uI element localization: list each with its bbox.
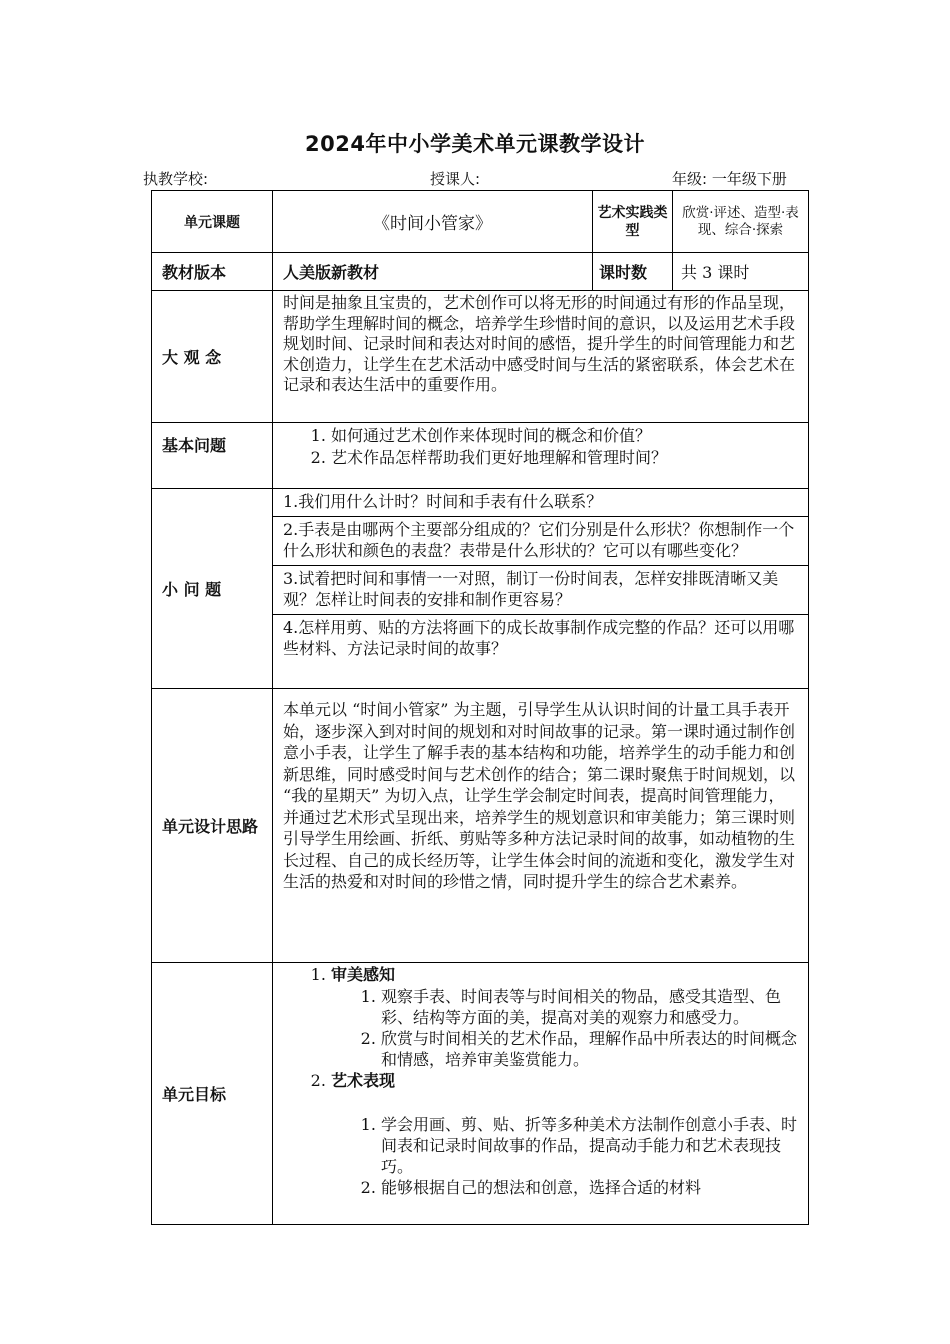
basic-question-item: 2. 艺术作品怎样帮助我们更好地理解和管理时间？	[331, 447, 808, 469]
goals-label: 单元目标	[152, 963, 273, 1225]
goal-item: 2. 欣赏与时间相关的艺术作品，理解作品中所表达的时间概念和情感，培养审美鉴赏能力。	[381, 1028, 808, 1070]
small-question-item: 4.怎样用剪、贴的方法将画下的成长故事制作成完整的作品？还可以用哪些材料、方法记录时间的故事？	[283, 618, 795, 658]
grade-label: 年级: 一年级下册	[672, 170, 787, 188]
unit-topic-label: 单元课题	[152, 191, 273, 253]
basic-questions-list	[273, 425, 808, 469]
big-idea-text: 时间是抽象且宝贵的，艺术创作可以将无形的时间通过有形的作品呈现，帮助学生理解时间的概念，培养学生珍惜时间的意识，以及运用艺术手段规划时间、记录时间和表达对时间的感悟，提升学生的时间管理能力和艺术创造力，让学生在艺术活动中感受时间与生活的紧密联系，体会艺术在记录和表达生活中的重要作用。	[273, 291, 809, 423]
textbook-label: 教材版本	[152, 253, 273, 291]
textbook-row	[152, 253, 809, 291]
basic-questions-row	[152, 423, 809, 489]
goal-section-title: 审美感知	[331, 965, 396, 984]
practice-type-label: 艺术实践类型	[593, 191, 673, 253]
goal-sublist	[331, 986, 808, 1070]
big-idea-label: 大 观 念	[152, 291, 273, 423]
practice-type-value: 欣赏·评述、造型·表现、综合·探索	[673, 191, 809, 253]
goal-section	[331, 1070, 808, 1198]
design-table	[151, 190, 809, 1225]
goals-cell	[273, 963, 809, 1225]
small-questions-label: 小 问 题	[152, 489, 273, 689]
hours-value: 共 3 课时	[673, 253, 809, 291]
hours-label: 课时数	[593, 253, 673, 291]
small-questions-row	[152, 489, 809, 689]
textbook-value: 人美版新教材	[273, 253, 593, 291]
goals-list	[273, 964, 808, 1198]
school-label: 执教学校:	[143, 170, 209, 188]
unit-topic-row	[152, 191, 809, 253]
basic-questions-cell	[273, 423, 809, 489]
basic-question-item: 1. 如何通过艺术创作来体现时间的概念和价值？	[331, 425, 808, 447]
basic-questions-label: 基本问题	[152, 423, 273, 489]
goal-section-title: 艺术表现	[331, 1071, 396, 1090]
small-questions-cell	[273, 489, 809, 689]
small-question-item: 1.我们用什么计时？时间和手表有什么联系？	[273, 489, 808, 517]
big-idea-row	[152, 291, 809, 423]
goal-item: 1. 观察手表、时间表等与时间相关的物品，感受其造型、色彩、结构等方面的美，提高对美的观察力和感受力。	[381, 986, 808, 1028]
goal-sublist	[331, 1114, 808, 1198]
goal-item: 1. 学会用画、剪、贴、折等多种美术方法制作创意小手表、时间表和记录时间故事的作品，提高动手能力和艺术表现技巧。	[381, 1114, 808, 1177]
page-title: 2024年中小学美术单元课教学设计	[305, 132, 645, 156]
small-question-item: 3.试着把时间和事情一一对照，制订一份时间表，怎样安排既清晰又美观？怎样让时间表的安排和制作更容易？	[273, 566, 808, 615]
goals-row	[152, 963, 809, 1225]
design-idea-label: 单元设计思路	[152, 689, 273, 963]
design-idea-text: 本单元以 “时间小管家” 为主题，引导学生从认识时间的计量工具手表开始，逐步深入到对时间的规划和对时间故事的记录。第一课时通过制作创意小手表，让学生了解手表的基本结构和功能，培养学生的动手能力和创新思维，同时感受时间与艺术创作的结合；第二课时聚焦于时间规划，以 “我的星期天” 为切入点，让学生学会制定时间表，提高时间管理能力，并通过艺术形式呈现出来，培养学生的规划意识和审美能力；第三课时则引导学生用绘画、折纸、剪贴等多种方法记录时间的故事，如动植物的生长过程、自己的成长经历等，让学生体会时间的流逝和变化，激发学生对生活的热爱和对时间的珍惜之情，同时提升学生的综合艺术素养。	[273, 689, 809, 963]
goal-section	[331, 964, 808, 1070]
design-idea-row	[152, 689, 809, 963]
teacher-label: 授课人:	[430, 170, 481, 188]
small-question-item: 2.手表是由哪两个主要部分组成的？它们分别是什么形状？你想制作一个什么形状和颜色的表盘？表带是什么形状的？它可以有哪些变化？	[273, 517, 808, 566]
goal-item: 2. 能够根据自己的想法和创意，选择合适的材料	[381, 1177, 808, 1198]
unit-topic-value: 《时间小管家》	[273, 191, 593, 253]
